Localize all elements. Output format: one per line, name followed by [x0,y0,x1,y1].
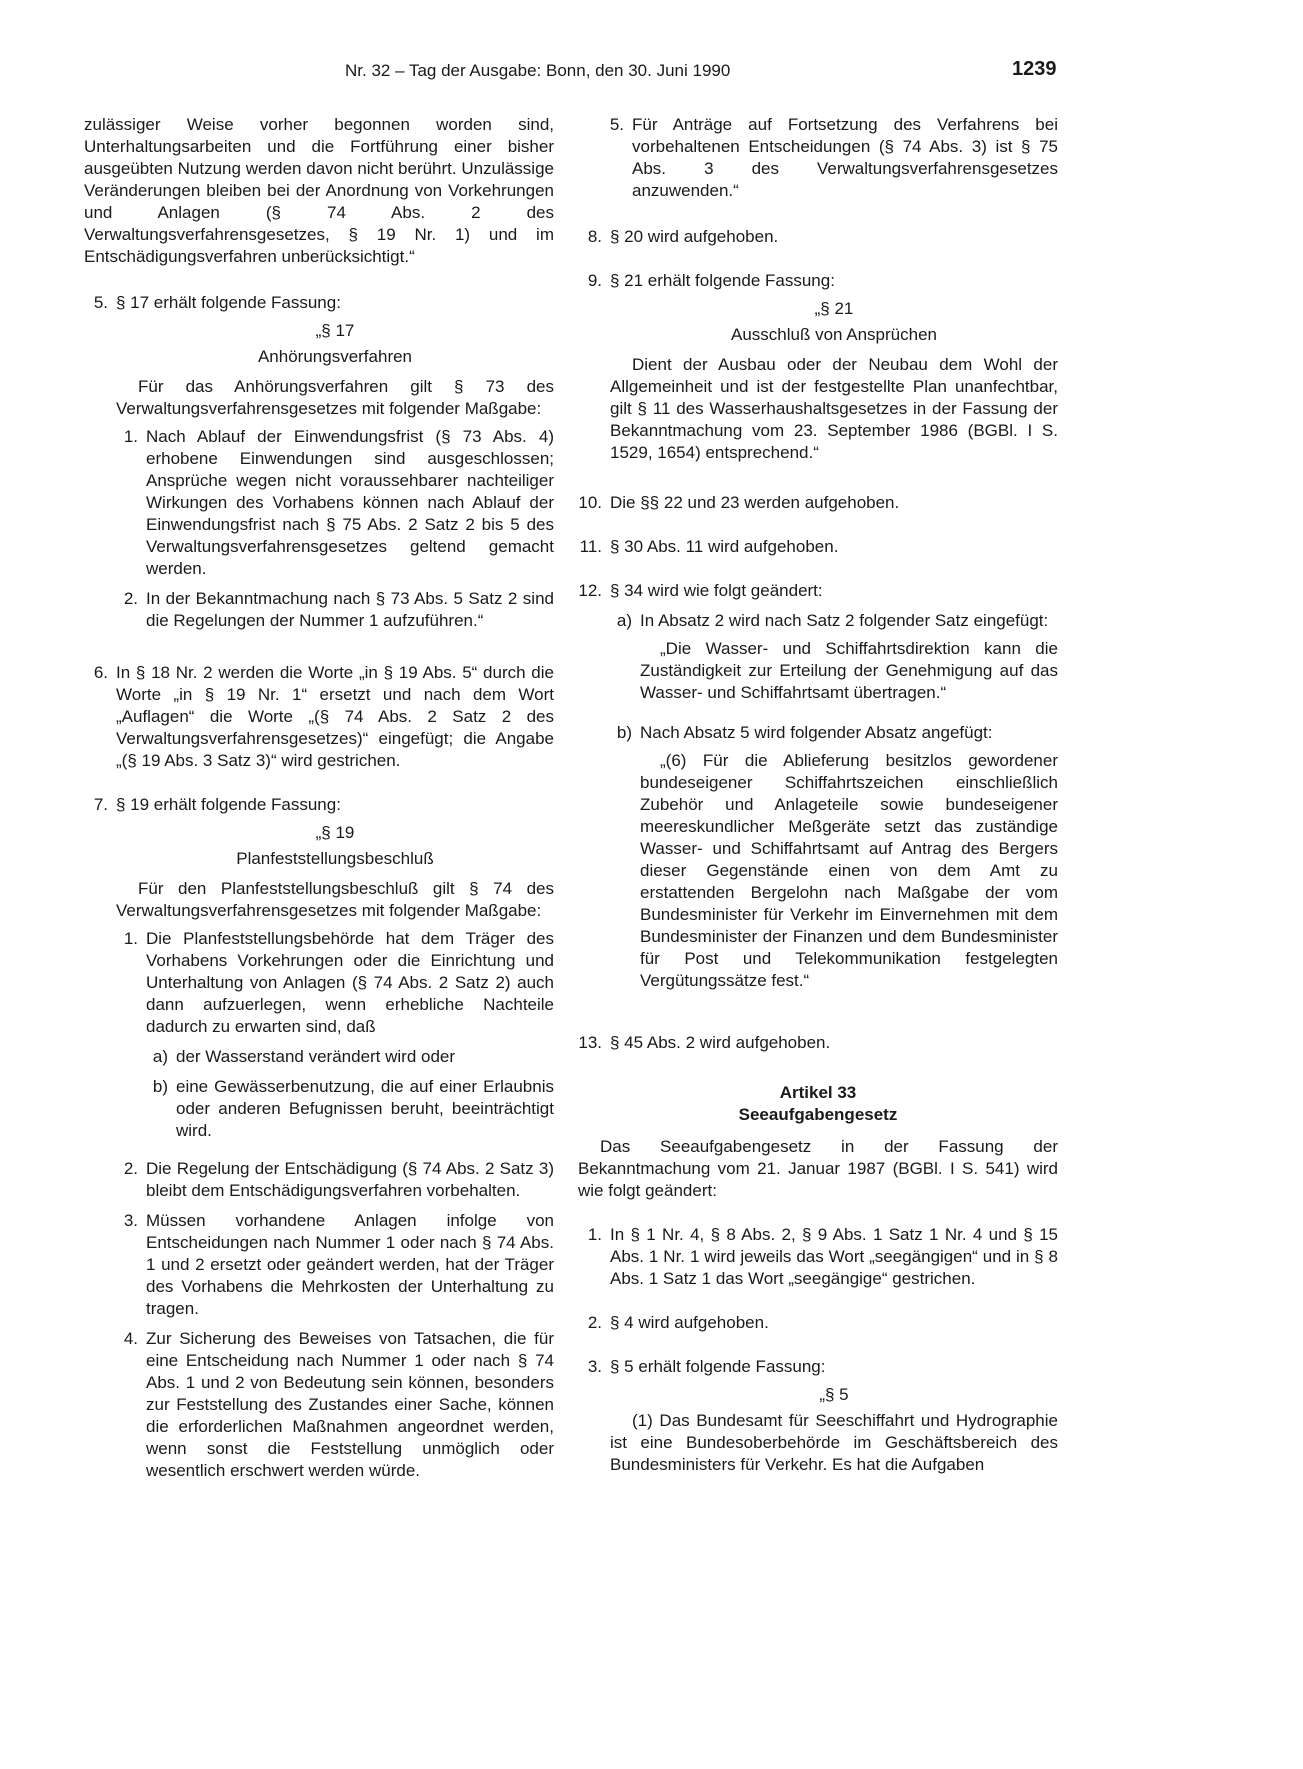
sub-item-number: 4. [123,1329,138,1348]
sub-item [116,928,554,1150]
sub-item [578,114,1058,202]
item-number: 5. [93,293,108,312]
quoted-text: „Die Wasser- und Schiffahrtsdirektion kann die Zuständigkeit zur Erteilung der Genehmigung auf das Wasser- und Schiffahrtsamt übertragen.“ [640,639,1058,702]
article-item [578,1312,1058,1334]
sub-item-number: 1. [123,427,138,446]
alpha-item [610,722,1058,1002]
list-item-10 [578,492,1058,514]
section-body: (1) Das Bundesamt für Seeschiffahrt und Hydrographie ist eine Bundesoberbehörde im Geschäftsbereich des Bundesministers für Verkehr. Es hat die Aufgaben [610,1411,1058,1474]
item-body [116,292,554,640]
alpha-item-text: In Absatz 2 wird nach Satz 2 folgender Satz eingefügt: [640,611,1049,630]
alpha-item-label: a) [616,611,632,630]
item-number: 13. [578,1033,602,1052]
item-text: § 30 Abs. 11 wird aufgehoben. [610,537,839,556]
section-heading: „§ 21 [814,299,854,318]
item-text: § 21 erhält folgende Fassung: [610,271,835,290]
section-heading: „§ 5 [819,1385,849,1404]
alpha-item-text: der Wasserstand verändert wird oder [176,1047,456,1066]
article-heading: Artikel 33 [779,1083,857,1102]
page-number: 1239 [1012,58,1057,80]
continuation-paragraph: zulässiger Weise vorher begonnen worden sind, Unterhaltungsarbeiten und die Fortführung einer bisher ausgeübten Nutzung werden davon nicht berührt. Unzulässige Veränderungen bleiben bei der Anordnung von Vorkehrungen und Anlagen (§ 74 Abs. 2 des Verwaltungsverfahrensgesetzes, § 19 Nr. 1) und im Entschädigungsverfahren unberücksichtigt.“ [84,115,554,266]
alpha-item [610,610,1058,714]
list-item-13 [578,1032,1058,1054]
alpha-item [146,1046,554,1068]
sub-item-text: Nach Ablauf der Einwendungsfrist (§ 73 Abs. 4) erhobene Einwendungen sind ausgeschlossen; Ansprüche wegen nicht voraussehbarer nachteiliger Wirkungen des Vorhabens können nach Ablauf der Einwendungsfrist nach § 75 Abs. 2 Satz 2 bis 5 des Verwaltungsverfahrensgesetzes geltend gemacht werden. [146,427,554,578]
item-number: 3. [587,1357,602,1376]
alpha-item-label: b) [616,723,632,742]
left-column [84,114,554,1512]
list-item-5 [84,292,554,640]
article-intro: Das Seeaufgabengesetz in der Fassung der Bekanntmachung vom 21. Januar 1987 (BGBl. I S. 541) wird wie folgt geändert: [578,1137,1058,1200]
section-title: Planfeststellungsbeschluß [236,849,434,868]
item-text: Die §§ 22 und 23 werden aufgehoben. [610,493,900,512]
item-number: 10. [578,493,602,512]
sub-item-text: Für Anträge auf Fortsetzung des Verfahrens bei vorbehaltenen Entscheidungen (§ 74 Abs. 3) ist § 75 Abs. 3 des Verwaltungsverfahrensgesetzes anzuwenden.“ [632,115,1058,200]
sub-item [116,1158,554,1202]
item-body [116,794,554,1490]
item-number: 12. [578,581,602,600]
item-number: 2. [587,1313,602,1332]
sub-item-number: 5. [609,115,624,134]
alpha-item-text: eine Gewässerbenutzung, die auf einer Erlaubnis oder anderen Befugnissen beruht, beeinträchtigt wird. [176,1077,554,1140]
list-item-9 [578,270,1058,470]
page-header [0,60,1303,86]
sub-item-number: 2. [123,1159,138,1178]
item-text: § 19 erhält folgende Fassung: [116,795,341,814]
item-body [610,270,1058,470]
section-intro: Für das Anhörungsverfahren gilt § 73 des Verwaltungsverfahrensgesetzes mit folgender Maßgabe: [116,377,554,418]
item-number: 7. [93,795,108,814]
sub-item [116,426,554,580]
item-text: § 45 Abs. 2 wird aufgehoben. [610,1033,831,1052]
item-number: 9. [587,271,602,290]
alpha-item [146,1076,554,1142]
sub-item-number: 2. [123,589,138,608]
alpha-item-label: b) [152,1077,168,1096]
section-intro: Für den Planfeststellungsbeschluß gilt § 74 des Verwaltungsverfahrensgesetzes mit folgender Maßgabe: [116,879,554,920]
sub-item-number: 1. [123,929,138,948]
sub-item-number: 3. [123,1211,138,1230]
item-number: 1. [587,1225,602,1244]
item-text: In § 18 Nr. 2 werden die Worte „in § 19 Abs. 5“ durch die Worte „in § 19 Nr. 1“ ersetzt und nach dem Wort „Auflagen“ die Worte „(§ 74 Abs. 2 Satz 2 des Verwaltungsverfahrensgesetzes)“ eingefügt; die Angabe „(§ 19 Abs. 3 Satz 3)“ wird gestrichen. [116,663,554,770]
sub-item [116,1328,554,1482]
section-body: Dient der Ausbau oder der Neubau dem Wohl der Allgemeinheit und ist der festgestellte Plan unanfechtbar, gilt § 11 des Wasserhaushaltsgesetzes in der Fassung der Bekanntmachung vom 23. September 1986 (BGBl. I S. 1529, 1654) entsprechend.“ [610,355,1058,462]
section-heading: „§ 19 [315,823,355,842]
article-item [578,1224,1058,1290]
section-heading: „§ 17 [315,321,355,340]
item-text: § 5 erhält folgende Fassung: [610,1357,826,1376]
list-item-11 [578,536,1058,558]
sub-item [116,588,554,632]
item-text: In § 1 Nr. 4, § 8 Abs. 2, § 9 Abs. 1 Satz 1 Nr. 4 und § 15 Abs. 1 Nr. 1 wird jeweils das Wort „seegängigen“ und in § 8 Abs. 1 Satz 1 das Wort „seegängige“ gestrichen. [610,1225,1058,1288]
section-title: Ausschluß von Ansprüchen [730,325,937,344]
item-text: § 34 wird wie folgt geändert: [610,581,823,600]
item-number: 8. [587,227,602,246]
sub-item-text: Müssen vorhandene Anlagen infolge von Entscheidungen nach Nummer 1 oder nach § 74 Abs. 1 und 2 ersetzt oder geändert werden, hat der Träger des Vorhabens die Mehrkosten der Unterhaltung zu tragen. [146,1211,554,1318]
sub-item-text: Die Planfeststellungsbehörde hat dem Träger des Vorhabens Vorkehrungen oder die Einrichtung und Unterhaltung von Anlagen (§ 74 Abs. 2 Satz 2) auch dann aufzuerlegen, wenn erhebliche Nachteile dadurch zu erwarten sind, daß [146,929,554,1036]
list-item-12 [578,580,1058,1010]
alpha-item-text: Nach Absatz 5 wird folgender Absatz angefügt: [640,723,993,742]
item-number: 6. [93,663,108,682]
quoted-text: „(6) Für die Ablieferung besitzlos gewordener bundeseigener Schiffahrtszeichen einschließlich Zubehör und Anlageteile sowie bundeseigener meereskundlicher Meßgeräte setzt das zuständige Wasser- und Schiffahrtsamt auf Antrag des Bergers dieser Gegenstände einen von dem Amt zu erstattenden Bergelohn nach Maßgabe der vom Bundesminister für Verkehr im Einvernehmen mit dem Bundesminister der Finanzen und dem Bundesminister für Post und Telekommunikation festgelegten Vergütungssätze fest.“ [640,751,1058,990]
sub-item-text: Die Regelung der Entschädigung (§ 74 Abs. 2 Satz 3) bleibt dem Entschädigungsverfahren vorbehalten. [146,1159,554,1200]
section-title: Anhörungsverfahren [257,347,413,366]
sub-item [116,1210,554,1320]
item-body [610,1356,1058,1482]
sub-item-text: In der Bekanntmachung nach § 73 Abs. 5 Satz 2 sind die Regelungen der Nummer 1 aufzuführen.“ [146,589,554,630]
list-item-8 [578,226,1058,248]
item-text: § 17 erhält folgende Fassung: [116,293,341,312]
item-number: 11. [579,537,602,556]
article-title: Seeaufgabengesetz [738,1105,898,1124]
article-item [578,1356,1058,1482]
item-body [610,580,1058,1010]
item-text: § 4 wird aufgehoben. [610,1313,769,1332]
list-item-7 [84,794,554,1490]
list-item-6 [84,662,554,772]
item-text: § 20 wird aufgehoben. [610,227,779,246]
sub-item-text: Zur Sicherung des Beweises von Tatsachen, die für eine Entscheidung nach Nummer 1 oder nach § 74 Abs. 1 und 2 von Bedeutung sein können, besonders zur Feststellung des Zustandes einer Sache, können die erforderlichen Maßnahmen angeordnet werden, wenn sonst die Feststellung unmöglich oder wesentlich erschwert werden würde. [146,1329,554,1480]
header-issue-line: Nr. 32 – Tag der Ausgabe: Bonn, den 30. Juni 1990 [345,61,731,80]
alpha-item-label: a) [152,1047,168,1066]
right-column [578,114,1058,1504]
